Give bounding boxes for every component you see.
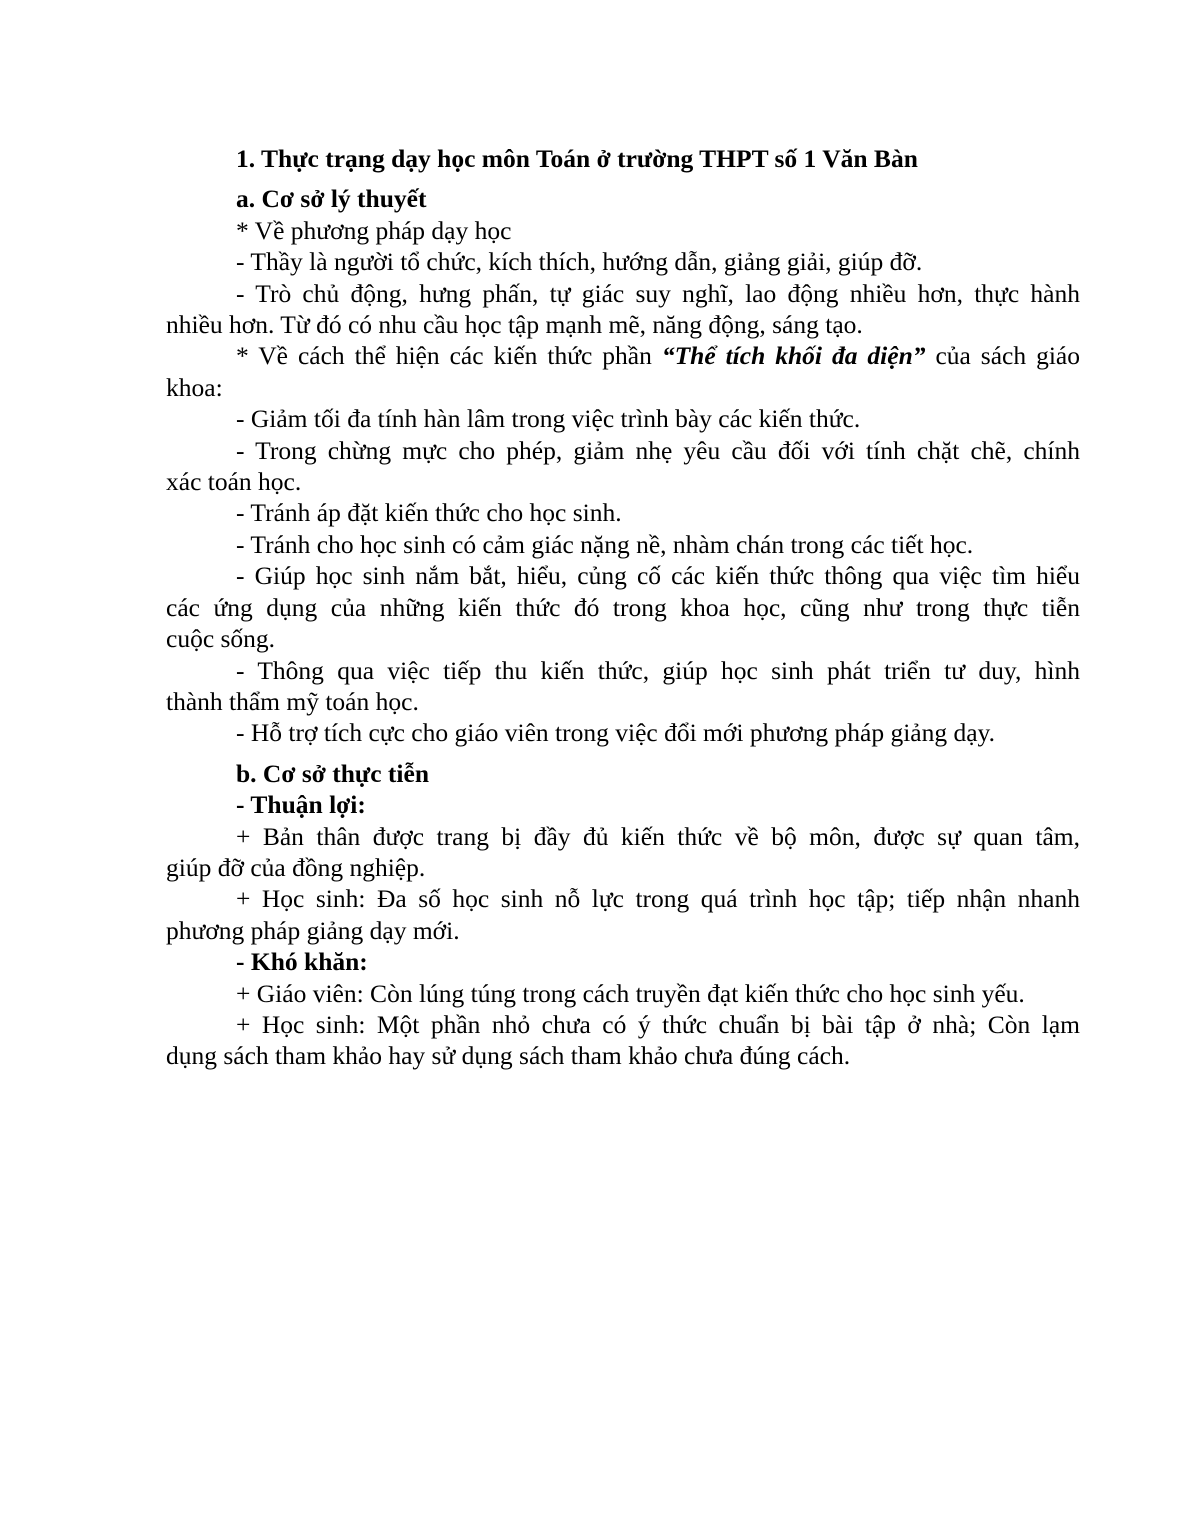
knowledge-heading-prefix: * Về cách thể hiện các kiến thức phần bbox=[236, 341, 662, 371]
paragraph-line: + Giáo viên: Còn lúng túng trong cách truyền đạt kiến thức cho học sinh yếu. bbox=[236, 978, 1025, 1008]
paragraph-line: - Giúp học sinh nắm bắt, hiểu, củng cố các kiến thức thông qua việc tìm hiểu bbox=[236, 561, 1080, 591]
paragraph-line: khoa: bbox=[166, 372, 223, 402]
paragraph-line: phương pháp giảng dạy mới. bbox=[166, 915, 460, 945]
paragraph-line: xác toán học. bbox=[166, 467, 302, 497]
paragraph-line: - Thầy là người tổ chức, kích thích, hướng dẫn, giảng giải, giúp đỡ. bbox=[236, 247, 923, 277]
heading-theory: a. Cơ sở lý thuyết bbox=[236, 184, 427, 214]
paragraph-line: - Thông qua việc tiếp thu kiến thức, giúp học sinh phát triển tư duy, hình bbox=[236, 655, 1080, 685]
paragraph-line: cuộc sống. bbox=[166, 624, 276, 654]
paragraph-line: + Học sinh: Một phần nhỏ chưa có ý thức chuẩn bị bài tập ở nhà; Còn lạm bbox=[236, 1009, 1080, 1039]
advantages-heading: - Thuận lợi: bbox=[236, 790, 366, 820]
paragraph-line: - Trong chừng mực cho phép, giảm nhẹ yêu cầu đối với tính chặt chẽ, chính bbox=[236, 435, 1080, 465]
paragraph-line: nhiều hơn. Từ đó có nhu cầu học tập mạnh mẽ, năng động, sáng tạo. bbox=[166, 310, 863, 340]
paragraph-line: thành thẩm mỹ toán học. bbox=[166, 686, 419, 716]
difficulties-heading: - Khó khăn: bbox=[236, 947, 368, 977]
paragraph-line: - Tránh cho học sinh có cảm giác nặng nề, nhàm chán trong các tiết học. bbox=[236, 529, 974, 559]
paragraph-line: giúp đỡ của đồng nghiệp. bbox=[166, 852, 426, 882]
paragraph-line: các ứng dụng của những kiến thức đó trong khoa học, cũng như trong thực tiễn bbox=[166, 592, 1080, 622]
paragraph-line: - Hỗ trợ tích cực cho giáo viên trong việc đổi mới phương pháp giảng dạy. bbox=[236, 718, 996, 748]
section-title: 1. Thực trạng dạy học môn Toán ở trường THPT số 1 Văn Bàn bbox=[236, 144, 918, 173]
paragraph-line: dụng sách tham khảo hay sử dụng sách tham khảo chưa đúng cách. bbox=[166, 1041, 851, 1071]
method-heading: * Về phương pháp dạy học bbox=[236, 215, 512, 245]
paragraph-line: - Giảm tối đa tính hàn lâm trong việc trình bày các kiến thức. bbox=[236, 404, 861, 434]
document-page bbox=[166, 143, 1080, 1072]
knowledge-heading-emphasis: “Thể tích khối đa diện” bbox=[661, 341, 926, 371]
paragraph-line: + Bản thân được trang bị đầy đủ kiến thức về bộ môn, được sự quan tâm, bbox=[236, 821, 1080, 851]
knowledge-heading bbox=[166, 340, 1080, 371]
paragraph-line: + Học sinh: Đa số học sinh nỗ lực trong quá trình học tập; tiếp nhận nhanh bbox=[236, 884, 1080, 914]
paragraph-line: - Tránh áp đặt kiến thức cho học sinh. bbox=[236, 498, 622, 528]
heading-practice: b. Cơ sở thực tiễn bbox=[236, 758, 430, 788]
paragraph-line: - Trò chủ động, hưng phấn, tự giác suy nghĩ, lao động nhiều hơn, thực hành bbox=[236, 278, 1080, 308]
knowledge-heading-suffix: của sách giáo bbox=[925, 341, 1080, 371]
